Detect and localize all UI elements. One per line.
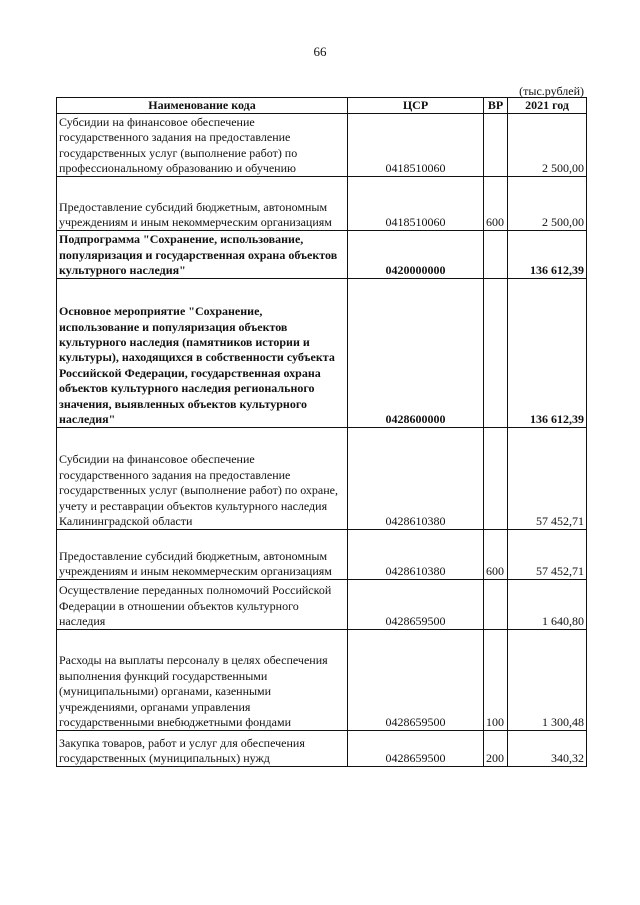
row-vr: 600 bbox=[484, 177, 508, 231]
row-csr: 0428600000 bbox=[348, 279, 484, 428]
table-row bbox=[57, 630, 587, 731]
row-vr bbox=[484, 428, 508, 530]
row-name: Основное мероприятие "Сохранение, использование и популяризация объектов культурного наследия (памятников истории и культуры), находящихся в собственности субъекта Российской Федерации, государственная охрана объектов культурного наследия регионального значения, выявленных объектов культурного наследия" bbox=[57, 279, 348, 428]
row-csr: 0420000000 bbox=[348, 231, 484, 279]
table-header-row bbox=[57, 98, 587, 114]
header-name: Наименование кода bbox=[57, 98, 348, 114]
row-amount: 2 500,00 bbox=[508, 177, 587, 231]
table-row bbox=[57, 428, 587, 530]
row-csr: 0418510060 bbox=[348, 177, 484, 231]
row-name: Предоставление субсидий бюджетным, автономным учреждениям и иным некоммерческим организациям bbox=[57, 530, 348, 580]
table-row bbox=[57, 114, 587, 177]
row-csr: 0428659500 bbox=[348, 580, 484, 630]
row-vr bbox=[484, 279, 508, 428]
table-row bbox=[57, 580, 587, 630]
row-csr: 0428610380 bbox=[348, 530, 484, 580]
row-amount: 340,32 bbox=[508, 731, 587, 767]
row-amount: 57 452,71 bbox=[508, 428, 587, 530]
row-vr: 600 bbox=[484, 530, 508, 580]
row-vr bbox=[484, 114, 508, 177]
row-amount: 136 612,39 bbox=[508, 231, 587, 279]
row-name: Субсидии на финансовое обеспечение государственного задания на предоставление государственных услуг (выполнение работ) по охране, учету и реставрации объектов культурного наследия Калининградской области bbox=[57, 428, 348, 530]
row-amount: 1 300,48 bbox=[508, 630, 587, 731]
row-csr: 0418510060 bbox=[348, 114, 484, 177]
header-year: 2021 год bbox=[508, 98, 587, 114]
table-row bbox=[57, 279, 587, 428]
row-vr: 200 bbox=[484, 731, 508, 767]
row-name: Осуществление переданных полномочий Российской Федерации в отношении объектов культурного наследия bbox=[57, 580, 348, 630]
row-amount: 136 612,39 bbox=[508, 279, 587, 428]
row-csr: 0428610380 bbox=[348, 428, 484, 530]
row-name: Расходы на выплаты персоналу в целях обеспечения выполнения функций государственными (муниципальными) органами, казенными учреждениями, органами управления государственными внебюджетными фондами bbox=[57, 630, 348, 731]
row-amount: 57 452,71 bbox=[508, 530, 587, 580]
budget-table bbox=[56, 97, 587, 767]
row-name: Субсидии на финансовое обеспечение государственного задания на предоставление государственных услуг (выполнение работ) по профессиональному образованию и обучению bbox=[57, 114, 348, 177]
row-vr: 100 bbox=[484, 630, 508, 731]
row-csr: 0428659500 bbox=[348, 731, 484, 767]
page-number: 66 bbox=[313, 44, 327, 59]
units-label: (тыс.рублей) bbox=[519, 84, 584, 98]
row-amount: 1 640,80 bbox=[508, 580, 587, 630]
row-name: Подпрограмма "Сохранение, использование, популяризация и государственная охрана объектов культурного наследия" bbox=[57, 231, 348, 279]
table-row bbox=[57, 731, 587, 767]
table-row bbox=[57, 231, 587, 279]
row-vr bbox=[484, 580, 508, 630]
row-name: Закупка товаров, работ и услуг для обеспечения государственных (муниципальных) нужд bbox=[57, 731, 348, 767]
row-amount: 2 500,00 bbox=[508, 114, 587, 177]
row-csr: 0428659500 bbox=[348, 630, 484, 731]
row-vr bbox=[484, 231, 508, 279]
row-name: Предоставление субсидий бюджетным, автономным учреждениям и иным некоммерческим организациям bbox=[57, 177, 348, 231]
table-row bbox=[57, 530, 587, 580]
header-vr: ВР bbox=[484, 98, 508, 114]
table-row bbox=[57, 177, 587, 231]
header-csr: ЦСР bbox=[348, 98, 484, 114]
